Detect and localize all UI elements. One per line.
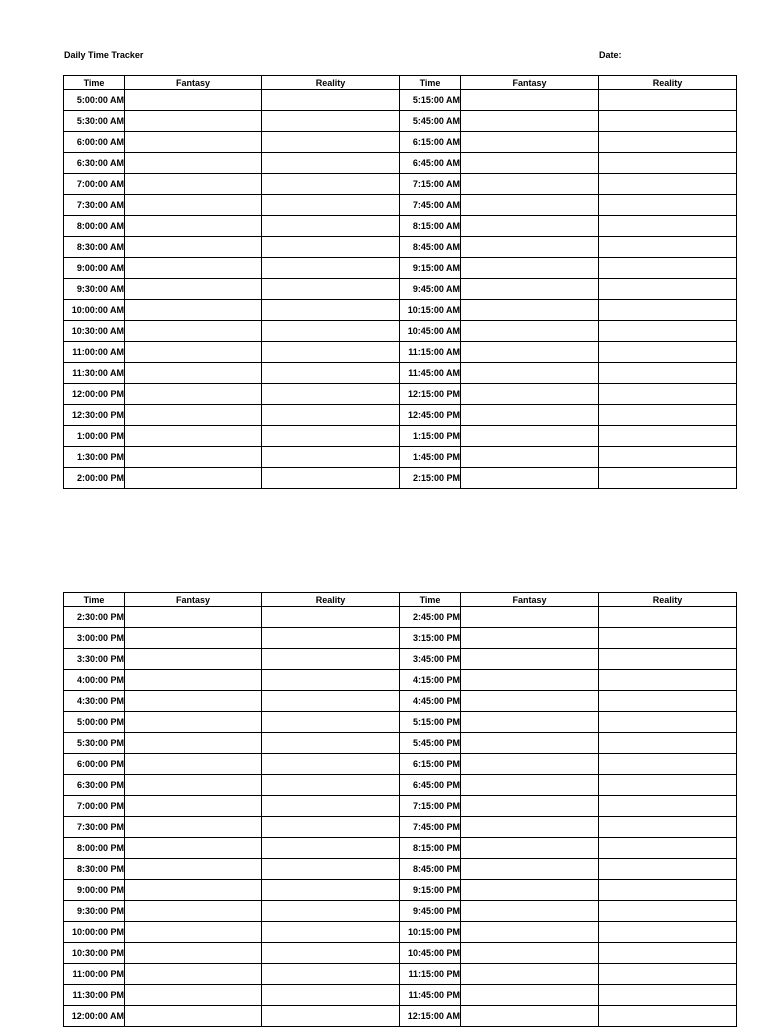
reality-entry-cell[interactable] bbox=[599, 216, 737, 237]
time-cell: 4:00:00 PM bbox=[64, 670, 125, 691]
time-cell: 5:30:00 PM bbox=[64, 733, 125, 754]
reality-entry-cell[interactable] bbox=[599, 426, 737, 447]
fantasy-entry-cell[interactable] bbox=[125, 363, 262, 384]
reality-entry-cell[interactable] bbox=[599, 132, 737, 153]
time-cell: 12:30:00 PM bbox=[64, 405, 125, 426]
reality-entry-cell[interactable] bbox=[262, 733, 400, 754]
time-cell: 11:00:00 PM bbox=[64, 964, 125, 985]
time-cell: 10:15:00 PM bbox=[400, 922, 461, 943]
reality-entry-cell[interactable] bbox=[599, 985, 737, 1006]
time-cell: 10:15:00 AM bbox=[400, 300, 461, 321]
time-cell: 6:30:00 PM bbox=[64, 775, 125, 796]
reality-entry-cell[interactable] bbox=[262, 1006, 400, 1027]
table-row bbox=[64, 90, 737, 111]
fantasy-entry-cell[interactable] bbox=[125, 90, 262, 111]
fantasy-entry-cell[interactable] bbox=[125, 943, 262, 964]
time-cell: 7:30:00 PM bbox=[64, 817, 125, 838]
time-cell: 2:15:00 PM bbox=[400, 468, 461, 489]
fantasy-entry-cell[interactable] bbox=[125, 670, 262, 691]
fantasy-entry-cell[interactable] bbox=[125, 775, 262, 796]
reality-entry-cell[interactable] bbox=[262, 775, 400, 796]
time-cell: 7:00:00 PM bbox=[64, 796, 125, 817]
table-row bbox=[64, 216, 737, 237]
table-row bbox=[64, 405, 737, 426]
reality-entry-cell[interactable] bbox=[599, 90, 737, 111]
table-row bbox=[64, 943, 737, 964]
time-cell: 6:15:00 AM bbox=[400, 132, 461, 153]
reality-entry-cell[interactable] bbox=[599, 712, 737, 733]
column-header-reality: Reality bbox=[262, 593, 400, 607]
time-cell: 5:30:00 AM bbox=[64, 111, 125, 132]
table-row bbox=[64, 985, 737, 1006]
time-cell: 6:00:00 PM bbox=[64, 754, 125, 775]
time-cell: 2:30:00 PM bbox=[64, 607, 125, 628]
time-cell: 1:00:00 PM bbox=[64, 426, 125, 447]
time-cell: 9:30:00 AM bbox=[64, 279, 125, 300]
time-cell: 11:30:00 PM bbox=[64, 985, 125, 1006]
fantasy-entry-cell[interactable] bbox=[461, 796, 599, 817]
column-header-fantasy: Fantasy bbox=[125, 76, 262, 90]
reality-entry-cell[interactable] bbox=[262, 796, 400, 817]
column-header-time: Time bbox=[400, 76, 461, 90]
table-row bbox=[64, 279, 737, 300]
fantasy-entry-cell[interactable] bbox=[125, 342, 262, 363]
time-cell: 8:00:00 PM bbox=[64, 838, 125, 859]
time-cell: 4:15:00 PM bbox=[400, 670, 461, 691]
time-cell: 7:45:00 AM bbox=[400, 195, 461, 216]
fantasy-entry-cell[interactable] bbox=[461, 279, 599, 300]
fantasy-entry-cell[interactable] bbox=[125, 733, 262, 754]
table-row bbox=[64, 859, 737, 880]
time-cell: 10:00:00 AM bbox=[64, 300, 125, 321]
fantasy-entry-cell[interactable] bbox=[125, 796, 262, 817]
table-row bbox=[64, 922, 737, 943]
fantasy-entry-cell[interactable] bbox=[461, 817, 599, 838]
time-cell: 9:45:00 PM bbox=[400, 901, 461, 922]
fantasy-entry-cell[interactable] bbox=[461, 405, 599, 426]
column-header-time: Time bbox=[64, 76, 125, 90]
reality-entry-cell[interactable] bbox=[599, 384, 737, 405]
time-cell: 6:30:00 AM bbox=[64, 153, 125, 174]
table-row bbox=[64, 964, 737, 985]
time-cell: 8:45:00 AM bbox=[400, 237, 461, 258]
page-title: Daily Time Tracker bbox=[64, 50, 144, 60]
fantasy-entry-cell[interactable] bbox=[461, 733, 599, 754]
fantasy-entry-cell[interactable] bbox=[461, 775, 599, 796]
column-header-reality: Reality bbox=[262, 76, 400, 90]
time-cell: 9:15:00 PM bbox=[400, 880, 461, 901]
reality-entry-cell[interactable] bbox=[262, 691, 400, 712]
reality-entry-cell[interactable] bbox=[262, 258, 400, 279]
fantasy-entry-cell[interactable] bbox=[125, 279, 262, 300]
fantasy-entry-cell[interactable] bbox=[461, 258, 599, 279]
reality-entry-cell[interactable] bbox=[262, 670, 400, 691]
reality-entry-cell[interactable] bbox=[599, 300, 737, 321]
fantasy-entry-cell[interactable] bbox=[461, 237, 599, 258]
time-cell: 8:30:00 AM bbox=[64, 237, 125, 258]
time-cell: 5:00:00 AM bbox=[64, 90, 125, 111]
table-row bbox=[64, 426, 737, 447]
fantasy-entry-cell[interactable] bbox=[461, 859, 599, 880]
fantasy-entry-cell[interactable] bbox=[125, 754, 262, 775]
reality-entry-cell[interactable] bbox=[599, 922, 737, 943]
table-row bbox=[64, 468, 737, 489]
time-cell: 3:15:00 PM bbox=[400, 628, 461, 649]
fantasy-entry-cell[interactable] bbox=[461, 468, 599, 489]
time-cell: 5:00:00 PM bbox=[64, 712, 125, 733]
reality-entry-cell[interactable] bbox=[599, 859, 737, 880]
table-row bbox=[64, 712, 737, 733]
fantasy-entry-cell[interactable] bbox=[125, 258, 262, 279]
fantasy-entry-cell[interactable] bbox=[125, 111, 262, 132]
time-cell: 1:30:00 PM bbox=[64, 447, 125, 468]
time-cell: 3:30:00 PM bbox=[64, 649, 125, 670]
time-cell: 9:30:00 PM bbox=[64, 901, 125, 922]
time-cell: 9:00:00 AM bbox=[64, 258, 125, 279]
fantasy-entry-cell[interactable] bbox=[461, 754, 599, 775]
fantasy-entry-cell[interactable] bbox=[461, 342, 599, 363]
time-cell: 6:45:00 AM bbox=[400, 153, 461, 174]
time-cell: 10:45:00 PM bbox=[400, 943, 461, 964]
reality-entry-cell[interactable] bbox=[262, 468, 400, 489]
time-cell: 5:15:00 AM bbox=[400, 90, 461, 111]
time-cell: 7:45:00 PM bbox=[400, 817, 461, 838]
fantasy-entry-cell[interactable] bbox=[461, 922, 599, 943]
time-cell: 6:45:00 PM bbox=[400, 775, 461, 796]
column-header-time: Time bbox=[64, 593, 125, 607]
reality-entry-cell[interactable] bbox=[599, 649, 737, 670]
table-row bbox=[64, 775, 737, 796]
time-cell: 2:00:00 PM bbox=[64, 468, 125, 489]
time-cell: 1:45:00 PM bbox=[400, 447, 461, 468]
fantasy-entry-cell[interactable] bbox=[125, 1006, 262, 1027]
reality-entry-cell[interactable] bbox=[262, 964, 400, 985]
reality-entry-cell[interactable] bbox=[599, 237, 737, 258]
table-row bbox=[64, 237, 737, 258]
reality-entry-cell[interactable] bbox=[599, 838, 737, 859]
time-cell: 10:30:00 PM bbox=[64, 943, 125, 964]
reality-entry-cell[interactable] bbox=[262, 237, 400, 258]
reality-entry-cell[interactable] bbox=[262, 628, 400, 649]
fantasy-entry-cell[interactable] bbox=[125, 985, 262, 1006]
fantasy-entry-cell[interactable] bbox=[461, 628, 599, 649]
fantasy-entry-cell[interactable] bbox=[461, 649, 599, 670]
table-row bbox=[64, 649, 737, 670]
column-header-time: Time bbox=[400, 593, 461, 607]
fantasy-entry-cell[interactable] bbox=[461, 153, 599, 174]
date-label: Date: bbox=[599, 50, 622, 60]
reality-entry-cell[interactable] bbox=[599, 796, 737, 817]
time-cell: 7:00:00 AM bbox=[64, 174, 125, 195]
time-cell: 12:15:00 PM bbox=[400, 384, 461, 405]
time-cell: 11:15:00 PM bbox=[400, 964, 461, 985]
reality-entry-cell[interactable] bbox=[599, 670, 737, 691]
reality-entry-cell[interactable] bbox=[599, 817, 737, 838]
time-cell: 6:15:00 PM bbox=[400, 754, 461, 775]
time-cell: 8:00:00 AM bbox=[64, 216, 125, 237]
fantasy-entry-cell[interactable] bbox=[461, 943, 599, 964]
fantasy-entry-cell[interactable] bbox=[125, 964, 262, 985]
fantasy-entry-cell[interactable] bbox=[125, 132, 262, 153]
table-row bbox=[64, 880, 737, 901]
time-cell: 6:00:00 AM bbox=[64, 132, 125, 153]
fantasy-entry-cell[interactable] bbox=[461, 964, 599, 985]
reality-entry-cell[interactable] bbox=[599, 943, 737, 964]
time-tracker-table-morning bbox=[63, 75, 737, 489]
reality-entry-cell[interactable] bbox=[599, 363, 737, 384]
fantasy-entry-cell[interactable] bbox=[125, 216, 262, 237]
table-row bbox=[64, 607, 737, 628]
fantasy-entry-cell[interactable] bbox=[125, 607, 262, 628]
reality-entry-cell[interactable] bbox=[262, 880, 400, 901]
time-cell: 12:00:00 PM bbox=[64, 384, 125, 405]
table-row bbox=[64, 195, 737, 216]
reality-entry-cell[interactable] bbox=[599, 964, 737, 985]
reality-entry-cell[interactable] bbox=[599, 775, 737, 796]
fantasy-entry-cell[interactable] bbox=[125, 300, 262, 321]
table-row bbox=[64, 796, 737, 817]
time-cell: 5:45:00 AM bbox=[400, 111, 461, 132]
time-cell: 11:45:00 AM bbox=[400, 363, 461, 384]
table-row bbox=[64, 384, 737, 405]
time-cell: 4:30:00 PM bbox=[64, 691, 125, 712]
reality-entry-cell[interactable] bbox=[262, 384, 400, 405]
reality-entry-cell[interactable] bbox=[262, 838, 400, 859]
time-cell: 5:15:00 PM bbox=[400, 712, 461, 733]
time-cell: 10:00:00 PM bbox=[64, 922, 125, 943]
fantasy-entry-cell[interactable] bbox=[461, 216, 599, 237]
time-cell: 8:45:00 PM bbox=[400, 859, 461, 880]
fantasy-entry-cell[interactable] bbox=[125, 838, 262, 859]
fantasy-entry-cell[interactable] bbox=[125, 174, 262, 195]
column-header-fantasy: Fantasy bbox=[461, 76, 599, 90]
reality-entry-cell[interactable] bbox=[262, 195, 400, 216]
reality-entry-cell[interactable] bbox=[262, 859, 400, 880]
reality-entry-cell[interactable] bbox=[262, 607, 400, 628]
table-row bbox=[64, 153, 737, 174]
reality-entry-cell[interactable] bbox=[599, 628, 737, 649]
time-cell: 7:15:00 PM bbox=[400, 796, 461, 817]
fantasy-entry-cell[interactable] bbox=[125, 859, 262, 880]
time-cell: 9:15:00 AM bbox=[400, 258, 461, 279]
fantasy-entry-cell[interactable] bbox=[461, 670, 599, 691]
column-header-fantasy: Fantasy bbox=[461, 593, 599, 607]
reality-entry-cell[interactable] bbox=[599, 901, 737, 922]
fantasy-entry-cell[interactable] bbox=[461, 901, 599, 922]
reality-entry-cell[interactable] bbox=[599, 342, 737, 363]
fantasy-entry-cell[interactable] bbox=[125, 468, 262, 489]
time-cell: 1:15:00 PM bbox=[400, 426, 461, 447]
reality-entry-cell[interactable] bbox=[262, 985, 400, 1006]
reality-entry-cell[interactable] bbox=[599, 754, 737, 775]
reality-entry-cell[interactable] bbox=[262, 111, 400, 132]
fantasy-entry-cell[interactable] bbox=[461, 691, 599, 712]
table-row bbox=[64, 817, 737, 838]
reality-entry-cell[interactable] bbox=[599, 111, 737, 132]
fantasy-entry-cell[interactable] bbox=[125, 426, 262, 447]
fantasy-entry-cell[interactable] bbox=[461, 1006, 599, 1027]
fantasy-entry-cell[interactable] bbox=[125, 628, 262, 649]
reality-entry-cell[interactable] bbox=[599, 1006, 737, 1027]
fantasy-entry-cell[interactable] bbox=[125, 195, 262, 216]
time-cell: 4:45:00 PM bbox=[400, 691, 461, 712]
time-cell: 2:45:00 PM bbox=[400, 607, 461, 628]
reality-entry-cell[interactable] bbox=[262, 216, 400, 237]
reality-entry-cell[interactable] bbox=[262, 426, 400, 447]
reality-entry-cell[interactable] bbox=[262, 363, 400, 384]
time-cell: 12:45:00 PM bbox=[400, 405, 461, 426]
fantasy-entry-cell[interactable] bbox=[461, 712, 599, 733]
reality-entry-cell[interactable] bbox=[262, 174, 400, 195]
reality-entry-cell[interactable] bbox=[262, 754, 400, 775]
fantasy-entry-cell[interactable] bbox=[461, 111, 599, 132]
table-header-row bbox=[64, 593, 737, 607]
time-cell: 8:15:00 AM bbox=[400, 216, 461, 237]
time-tracker-table-evening bbox=[63, 592, 737, 1027]
reality-entry-cell[interactable] bbox=[262, 90, 400, 111]
reality-entry-cell[interactable] bbox=[262, 132, 400, 153]
time-cell: 10:30:00 AM bbox=[64, 321, 125, 342]
reality-entry-cell[interactable] bbox=[262, 405, 400, 426]
time-cell: 10:45:00 AM bbox=[400, 321, 461, 342]
table-row bbox=[64, 300, 737, 321]
time-cell: 12:00:00 AM bbox=[64, 1006, 125, 1027]
reality-entry-cell[interactable] bbox=[599, 258, 737, 279]
reality-entry-cell[interactable] bbox=[262, 300, 400, 321]
fantasy-entry-cell[interactable] bbox=[461, 985, 599, 1006]
reality-entry-cell[interactable] bbox=[599, 691, 737, 712]
fantasy-entry-cell[interactable] bbox=[125, 712, 262, 733]
table-row bbox=[64, 342, 737, 363]
fantasy-entry-cell[interactable] bbox=[125, 153, 262, 174]
fantasy-entry-cell[interactable] bbox=[461, 838, 599, 859]
time-cell: 12:15:00 AM bbox=[400, 1006, 461, 1027]
table-header-row bbox=[64, 76, 737, 90]
reality-entry-cell[interactable] bbox=[262, 342, 400, 363]
reality-entry-cell[interactable] bbox=[599, 880, 737, 901]
table-row bbox=[64, 321, 737, 342]
fantasy-entry-cell[interactable] bbox=[125, 817, 262, 838]
time-cell: 8:15:00 PM bbox=[400, 838, 461, 859]
reality-entry-cell[interactable] bbox=[599, 321, 737, 342]
fantasy-entry-cell[interactable] bbox=[125, 405, 262, 426]
column-header-reality: Reality bbox=[599, 76, 737, 90]
reality-entry-cell[interactable] bbox=[262, 321, 400, 342]
fantasy-entry-cell[interactable] bbox=[125, 321, 262, 342]
fantasy-entry-cell[interactable] bbox=[461, 384, 599, 405]
time-cell: 11:15:00 AM bbox=[400, 342, 461, 363]
fantasy-entry-cell[interactable] bbox=[461, 90, 599, 111]
reality-entry-cell[interactable] bbox=[599, 174, 737, 195]
column-header-reality: Reality bbox=[599, 593, 737, 607]
time-cell: 7:15:00 AM bbox=[400, 174, 461, 195]
fantasy-entry-cell[interactable] bbox=[125, 447, 262, 468]
reality-entry-cell[interactable] bbox=[599, 607, 737, 628]
time-cell: 11:00:00 AM bbox=[64, 342, 125, 363]
reality-entry-cell[interactable] bbox=[262, 447, 400, 468]
table-row bbox=[64, 754, 737, 775]
fantasy-entry-cell[interactable] bbox=[125, 384, 262, 405]
fantasy-entry-cell[interactable] bbox=[461, 880, 599, 901]
reality-entry-cell[interactable] bbox=[262, 153, 400, 174]
reality-entry-cell[interactable] bbox=[262, 649, 400, 670]
reality-entry-cell[interactable] bbox=[599, 733, 737, 754]
table-row bbox=[64, 363, 737, 384]
table-row bbox=[64, 838, 737, 859]
fantasy-entry-cell[interactable] bbox=[461, 195, 599, 216]
reality-entry-cell[interactable] bbox=[262, 943, 400, 964]
reality-entry-cell[interactable] bbox=[262, 817, 400, 838]
time-cell: 11:45:00 PM bbox=[400, 985, 461, 1006]
column-header-fantasy: Fantasy bbox=[125, 593, 262, 607]
fantasy-entry-cell[interactable] bbox=[461, 426, 599, 447]
reality-entry-cell[interactable] bbox=[599, 195, 737, 216]
time-cell: 3:00:00 PM bbox=[64, 628, 125, 649]
time-cell: 5:45:00 PM bbox=[400, 733, 461, 754]
table-row bbox=[64, 111, 737, 132]
fantasy-entry-cell[interactable] bbox=[125, 691, 262, 712]
table-row bbox=[64, 258, 737, 279]
table-row bbox=[64, 901, 737, 922]
table-row bbox=[64, 628, 737, 649]
fantasy-entry-cell[interactable] bbox=[461, 300, 599, 321]
table-row bbox=[64, 1006, 737, 1027]
fantasy-entry-cell[interactable] bbox=[461, 363, 599, 384]
time-cell: 11:30:00 AM bbox=[64, 363, 125, 384]
table-row bbox=[64, 447, 737, 468]
table-row bbox=[64, 174, 737, 195]
fantasy-entry-cell[interactable] bbox=[461, 447, 599, 468]
fantasy-entry-cell[interactable] bbox=[125, 901, 262, 922]
fantasy-entry-cell[interactable] bbox=[461, 174, 599, 195]
table-row bbox=[64, 132, 737, 153]
time-cell: 9:45:00 AM bbox=[400, 279, 461, 300]
table-row bbox=[64, 691, 737, 712]
fantasy-entry-cell[interactable] bbox=[461, 321, 599, 342]
reality-entry-cell[interactable] bbox=[262, 279, 400, 300]
fantasy-entry-cell[interactable] bbox=[125, 922, 262, 943]
fantasy-entry-cell[interactable] bbox=[125, 237, 262, 258]
time-cell: 3:45:00 PM bbox=[400, 649, 461, 670]
fantasy-entry-cell[interactable] bbox=[461, 607, 599, 628]
time-cell: 8:30:00 PM bbox=[64, 859, 125, 880]
time-cell: 9:00:00 PM bbox=[64, 880, 125, 901]
reality-entry-cell[interactable] bbox=[599, 405, 737, 426]
table-row bbox=[64, 670, 737, 691]
reality-entry-cell[interactable] bbox=[262, 922, 400, 943]
reality-entry-cell[interactable] bbox=[599, 153, 737, 174]
fantasy-entry-cell[interactable] bbox=[461, 132, 599, 153]
reality-entry-cell[interactable] bbox=[599, 447, 737, 468]
reality-entry-cell[interactable] bbox=[262, 712, 400, 733]
reality-entry-cell[interactable] bbox=[599, 279, 737, 300]
reality-entry-cell[interactable] bbox=[599, 468, 737, 489]
time-cell: 7:30:00 AM bbox=[64, 195, 125, 216]
table-row bbox=[64, 733, 737, 754]
fantasy-entry-cell[interactable] bbox=[125, 649, 262, 670]
fantasy-entry-cell[interactable] bbox=[125, 880, 262, 901]
reality-entry-cell[interactable] bbox=[262, 901, 400, 922]
